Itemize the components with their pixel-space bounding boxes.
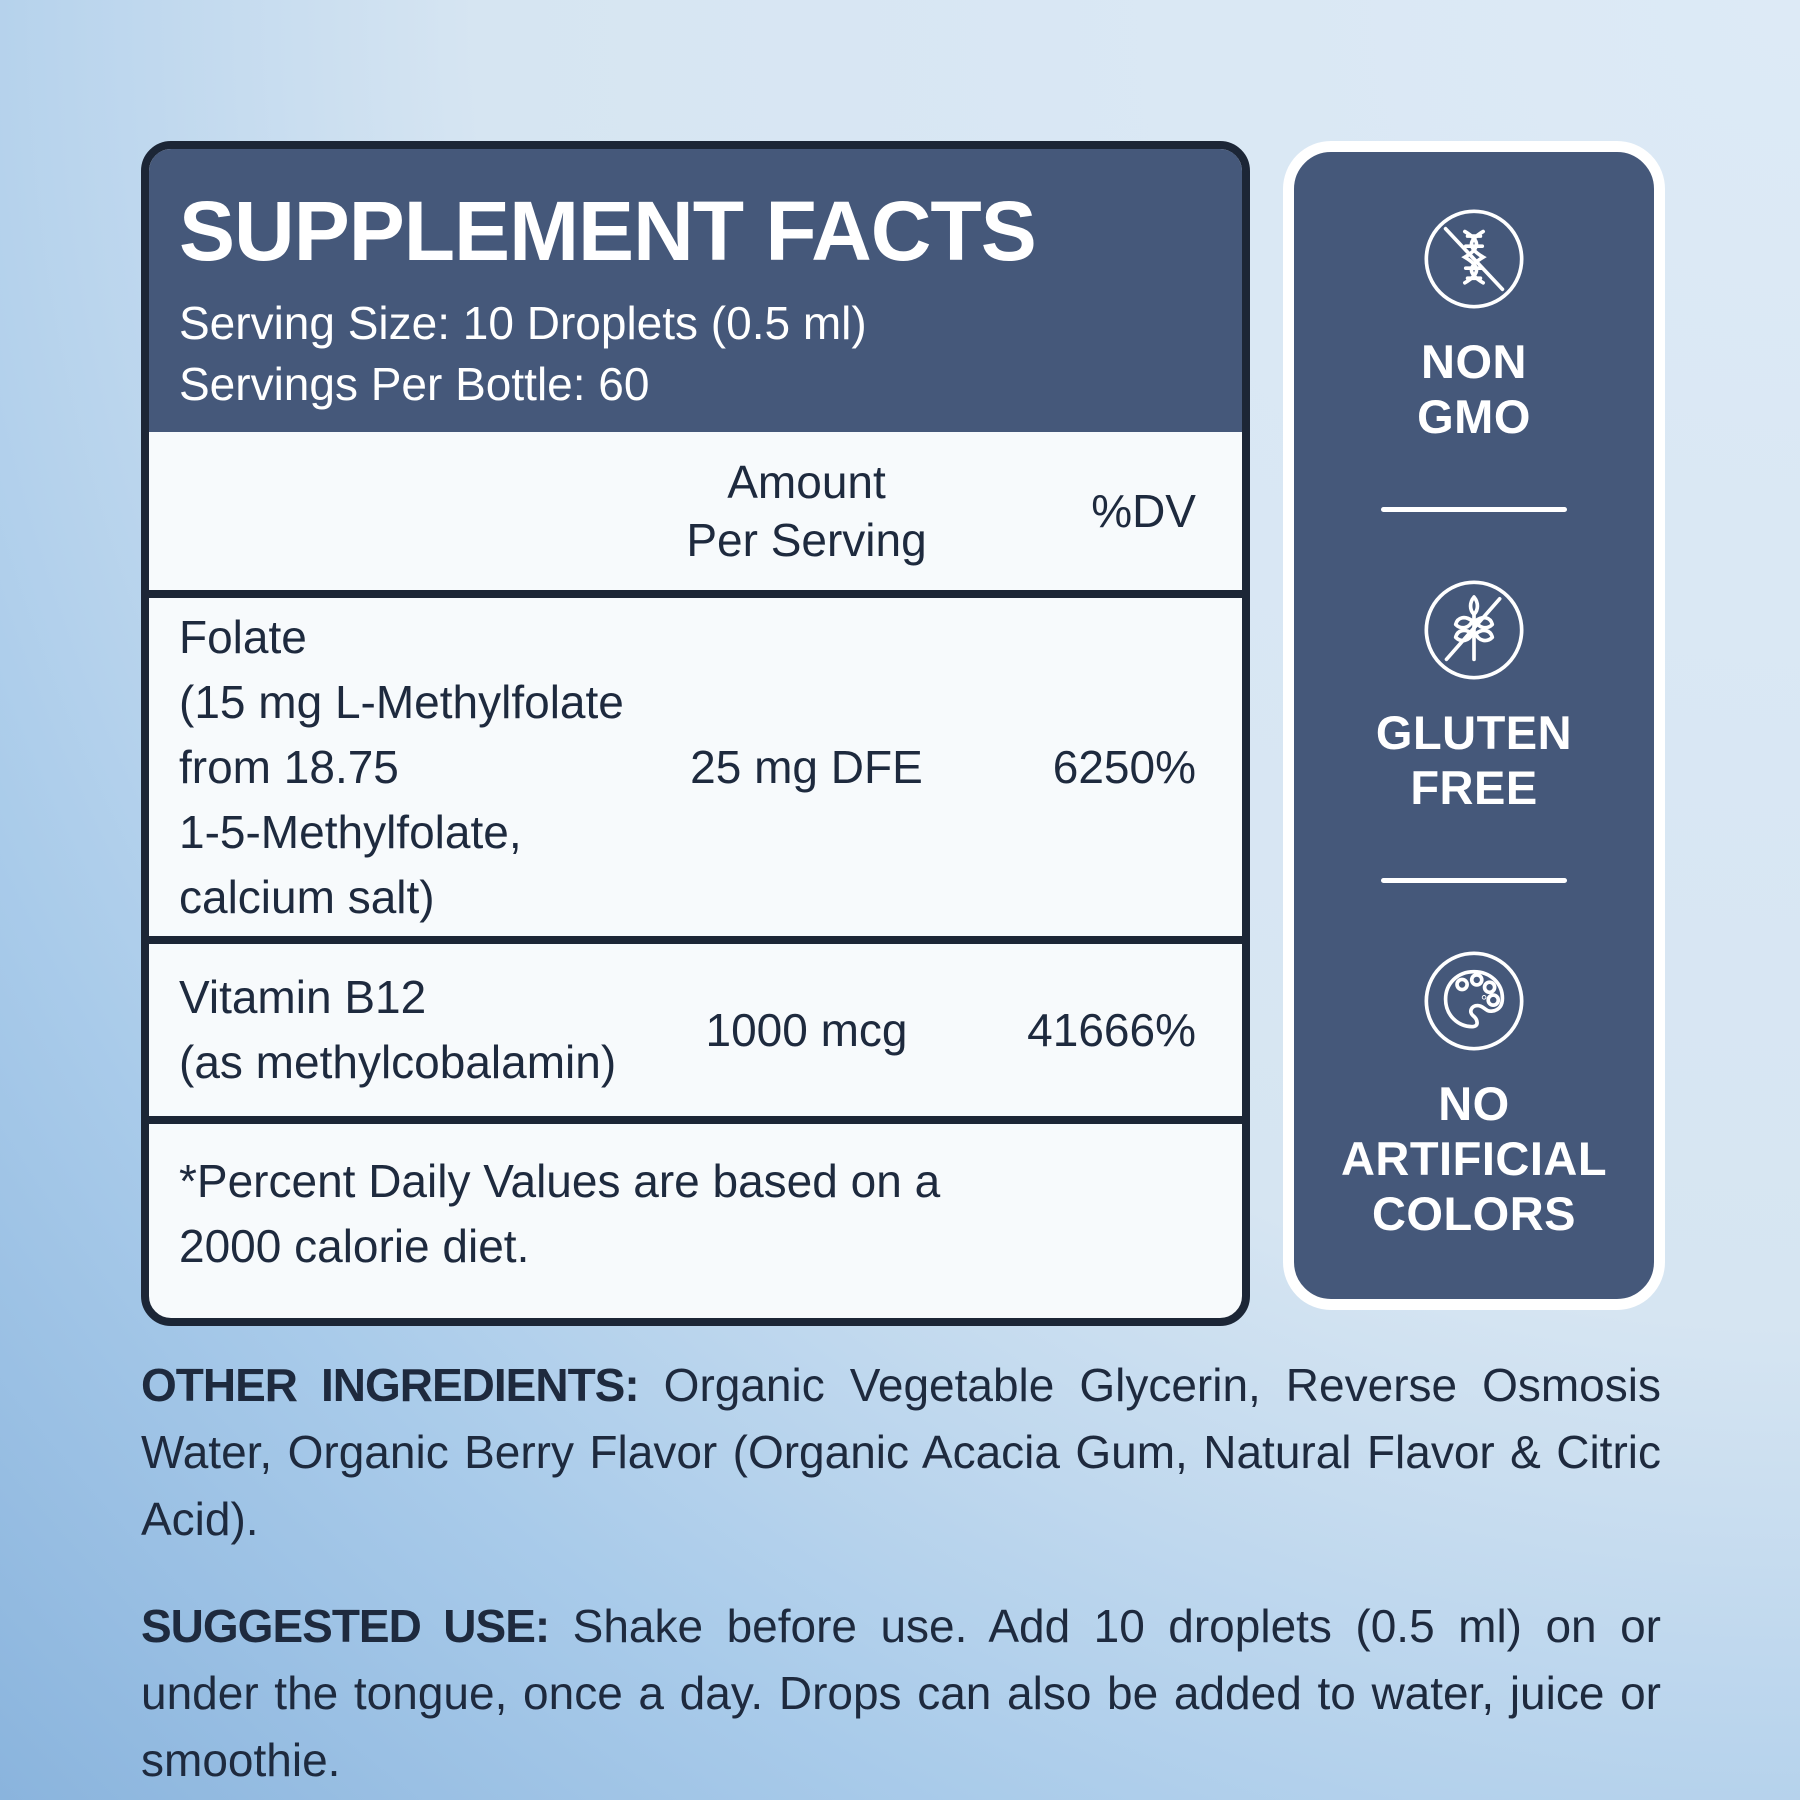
b12-name-line: (as methylcobalamin) xyxy=(179,1036,617,1088)
badge-label-line: NO xyxy=(1438,1077,1510,1130)
suggested-use-label: SUGGESTED USE: xyxy=(141,1600,550,1652)
badge-label-line: GLUTEN xyxy=(1375,706,1573,759)
folate-dv: 6250% xyxy=(1052,741,1196,793)
other-ingredients-label: OTHER INGREDIENTS: xyxy=(141,1359,639,1411)
b12-name-line: Vitamin B12 xyxy=(179,971,427,1023)
folate-name-line: (15 mg L-Methylfolate xyxy=(179,675,624,728)
column-header-dv: %DV xyxy=(1091,485,1196,537)
badge-label-line: COLORS xyxy=(1371,1187,1577,1240)
badge-non-gmo-label xyxy=(1417,334,1531,444)
table-header-row xyxy=(149,432,1242,598)
no-artificial-colors-icon xyxy=(1419,946,1529,1056)
badge-non-gmo xyxy=(1417,204,1531,444)
label-info-text xyxy=(141,1352,1661,1794)
b12-dv: 41666% xyxy=(1027,1004,1196,1056)
folate-amount: 25 mg DFE xyxy=(690,741,923,793)
badge-gluten-free xyxy=(1376,575,1572,815)
badge-divider xyxy=(1381,507,1567,512)
daily-value-footnote xyxy=(149,1149,940,1279)
badge-label-line: NON xyxy=(1421,335,1527,388)
badge-label-line: GMO xyxy=(1417,390,1531,443)
gluten-free-icon xyxy=(1419,575,1529,685)
servings-per-bottle-text: Servings Per Bottle: 60 xyxy=(179,358,650,410)
badge-divider xyxy=(1381,878,1567,883)
b12-amount: 1000 mcg xyxy=(705,1004,908,1056)
facts-title: SUPPLEMENT FACTS xyxy=(179,184,1036,278)
other-ingredients-text: Organic Vegetable Glycerin, Reverse Osmosis Water, Organic Berry Flavor (Organic Acacia Gum, Natural Flavor & Citric Acid). xyxy=(141,1359,1661,1545)
amount-header-line2: Per Serving xyxy=(686,514,927,566)
suggested-use-text: Shake before use. Add 10 droplets (0.5 ml) on or under the tongue, once a day. Drops can also be added to water, juice or smoothie. xyxy=(141,1600,1661,1786)
table-row-folate xyxy=(149,598,1242,944)
table-footnote-row xyxy=(149,1124,1242,1303)
non-gmo-icon xyxy=(1419,204,1529,314)
serving-size-text: Serving Size: 10 Droplets (0.5 ml) xyxy=(179,297,867,349)
badge-side-panel xyxy=(1283,141,1665,1310)
badge-gluten-free-label xyxy=(1376,705,1572,815)
supplement-facts-panel xyxy=(141,141,1250,1326)
table-row-vitamin-b12 xyxy=(149,944,1242,1124)
badge-label-line: FREE xyxy=(1410,761,1538,814)
footnote-line: *Percent Daily Values are based on a xyxy=(179,1154,941,1207)
footnote-line: 2000 calorie diet. xyxy=(179,1219,530,1272)
amount-header-line1: Amount xyxy=(727,456,886,508)
folate-name-line: Folate xyxy=(179,610,307,663)
facts-header xyxy=(149,149,1242,432)
badge-label-line: ARTIFICIAL xyxy=(1340,1132,1608,1185)
suggested-use-paragraph xyxy=(141,1593,1661,1794)
other-ingredients-paragraph xyxy=(141,1352,1661,1553)
folate-name-line: calcium salt) xyxy=(179,870,435,923)
b12-name xyxy=(149,965,629,1095)
folate-name-line: from 18.75 xyxy=(179,740,399,793)
badge-no-artificial-colors xyxy=(1341,946,1607,1241)
folate-name-line: 1-5-Methylfolate, xyxy=(179,805,522,858)
column-header-amount xyxy=(629,453,984,569)
folate-name xyxy=(149,605,629,930)
badge-no-artificial-colors-label xyxy=(1341,1076,1607,1241)
